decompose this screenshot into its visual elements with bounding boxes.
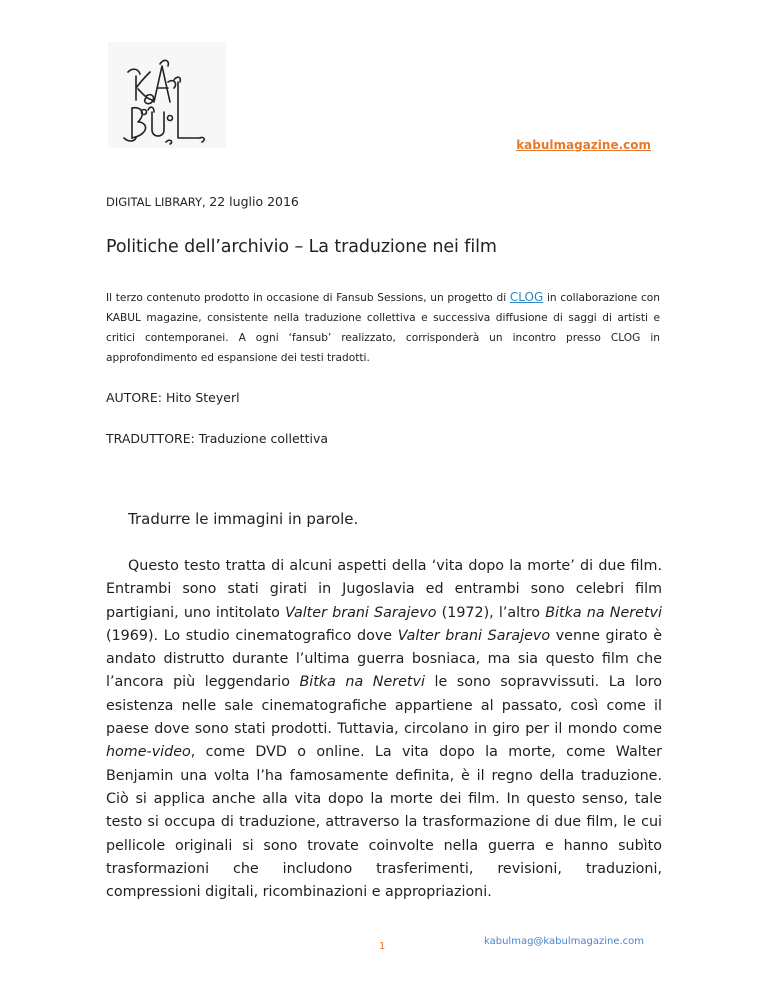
body-text-4: venne girato è andato distrutto durante l’ultima guerra bosniaca, ma sia questo film che l’ancora più leggendario [106,627,662,691]
intro-paragraph [106,287,660,368]
body-text-2: (1972), l’altro [436,604,546,621]
body-text-5: le sono sopravvissuti. La loro esistenza nelle sale cinematografiche appartiene al passato, così come il paese dove sono stati prodotti. Tuttavia, circolano in giro per il mondo come [106,674,662,738]
body-text-3: (1969). Lo studio cinematografico dove [106,627,398,644]
page-number: 1 [379,941,386,952]
footer-email-link[interactable]: kabulmag@kabulmagazine.com [484,936,645,947]
intro-text-start: Il terzo contenuto prodotto in occasione di Fansub Sessions, un progetto di [106,292,510,304]
film-title-1: Valter brani Sarajevo [285,604,437,621]
film-title-2: Bitka na Neretvi [545,604,662,621]
kabul-logo [108,42,226,148]
intro-text-end: in collaborazione con KABUL magazine, consistente nella traduzione collettiva e successiva diffusione di saggi di artisti e critici contemporanei. A ogni ‘fansub’ realizzato, corrisponderà un incontro presso CLOG in approfondimento ed espansione dei testi tradotti. [106,292,660,364]
clog-link[interactable]: CLOG [509,290,544,304]
page-title: Politiche dell’archivio – La traduzione nei film [106,237,497,257]
body-text-1: Questo testo tratta di alcuni aspetti della ‘vita dopo la morte’ di due film. Entrambi sono stati girati in Jugoslavia ed entrambi sono celebri film partigiani, uno intitolato [106,558,662,621]
body-text-6: , come DVD o online. La vita dopo la morte, come Walter Benjamin una volta l’ha famosamente definita, è il regno della traduzione. Ciò si applica anche alla vita dopo la morte dei film. In questo senso, tale testo si occupa di traduzione, attraverso la trasformazione di due film, le cui pellicole originali si sono trovate coinvolte nella guerra e hanno subìto trasformazioni che includono trasferimenti, revisioni, traduzioni, compressioni digitali, ricombinazioni e appropriazioni. [106,744,662,901]
film-title-3: Valter brani Sarajevo [397,627,551,644]
author-line: AUTORE: Hito Steyerl [106,390,240,405]
meta-line: DIGITAL LIBRARY, 22 luglio 2016 [106,194,299,209]
publish-date: 22 luglio 2016 [209,194,299,209]
category-label: DIGITAL LIBRARY [106,195,202,209]
body-paragraph [106,555,662,904]
section-heading: Tradurre le immagini in parole. [128,510,359,528]
home-video-term: home-video [106,744,191,761]
film-title-4: Bitka na Neretvi [299,674,425,691]
translator-line: TRADUTTORE: Traduzione collettiva [106,431,329,446]
site-link[interactable]: kabulmagazine.com [516,138,651,152]
